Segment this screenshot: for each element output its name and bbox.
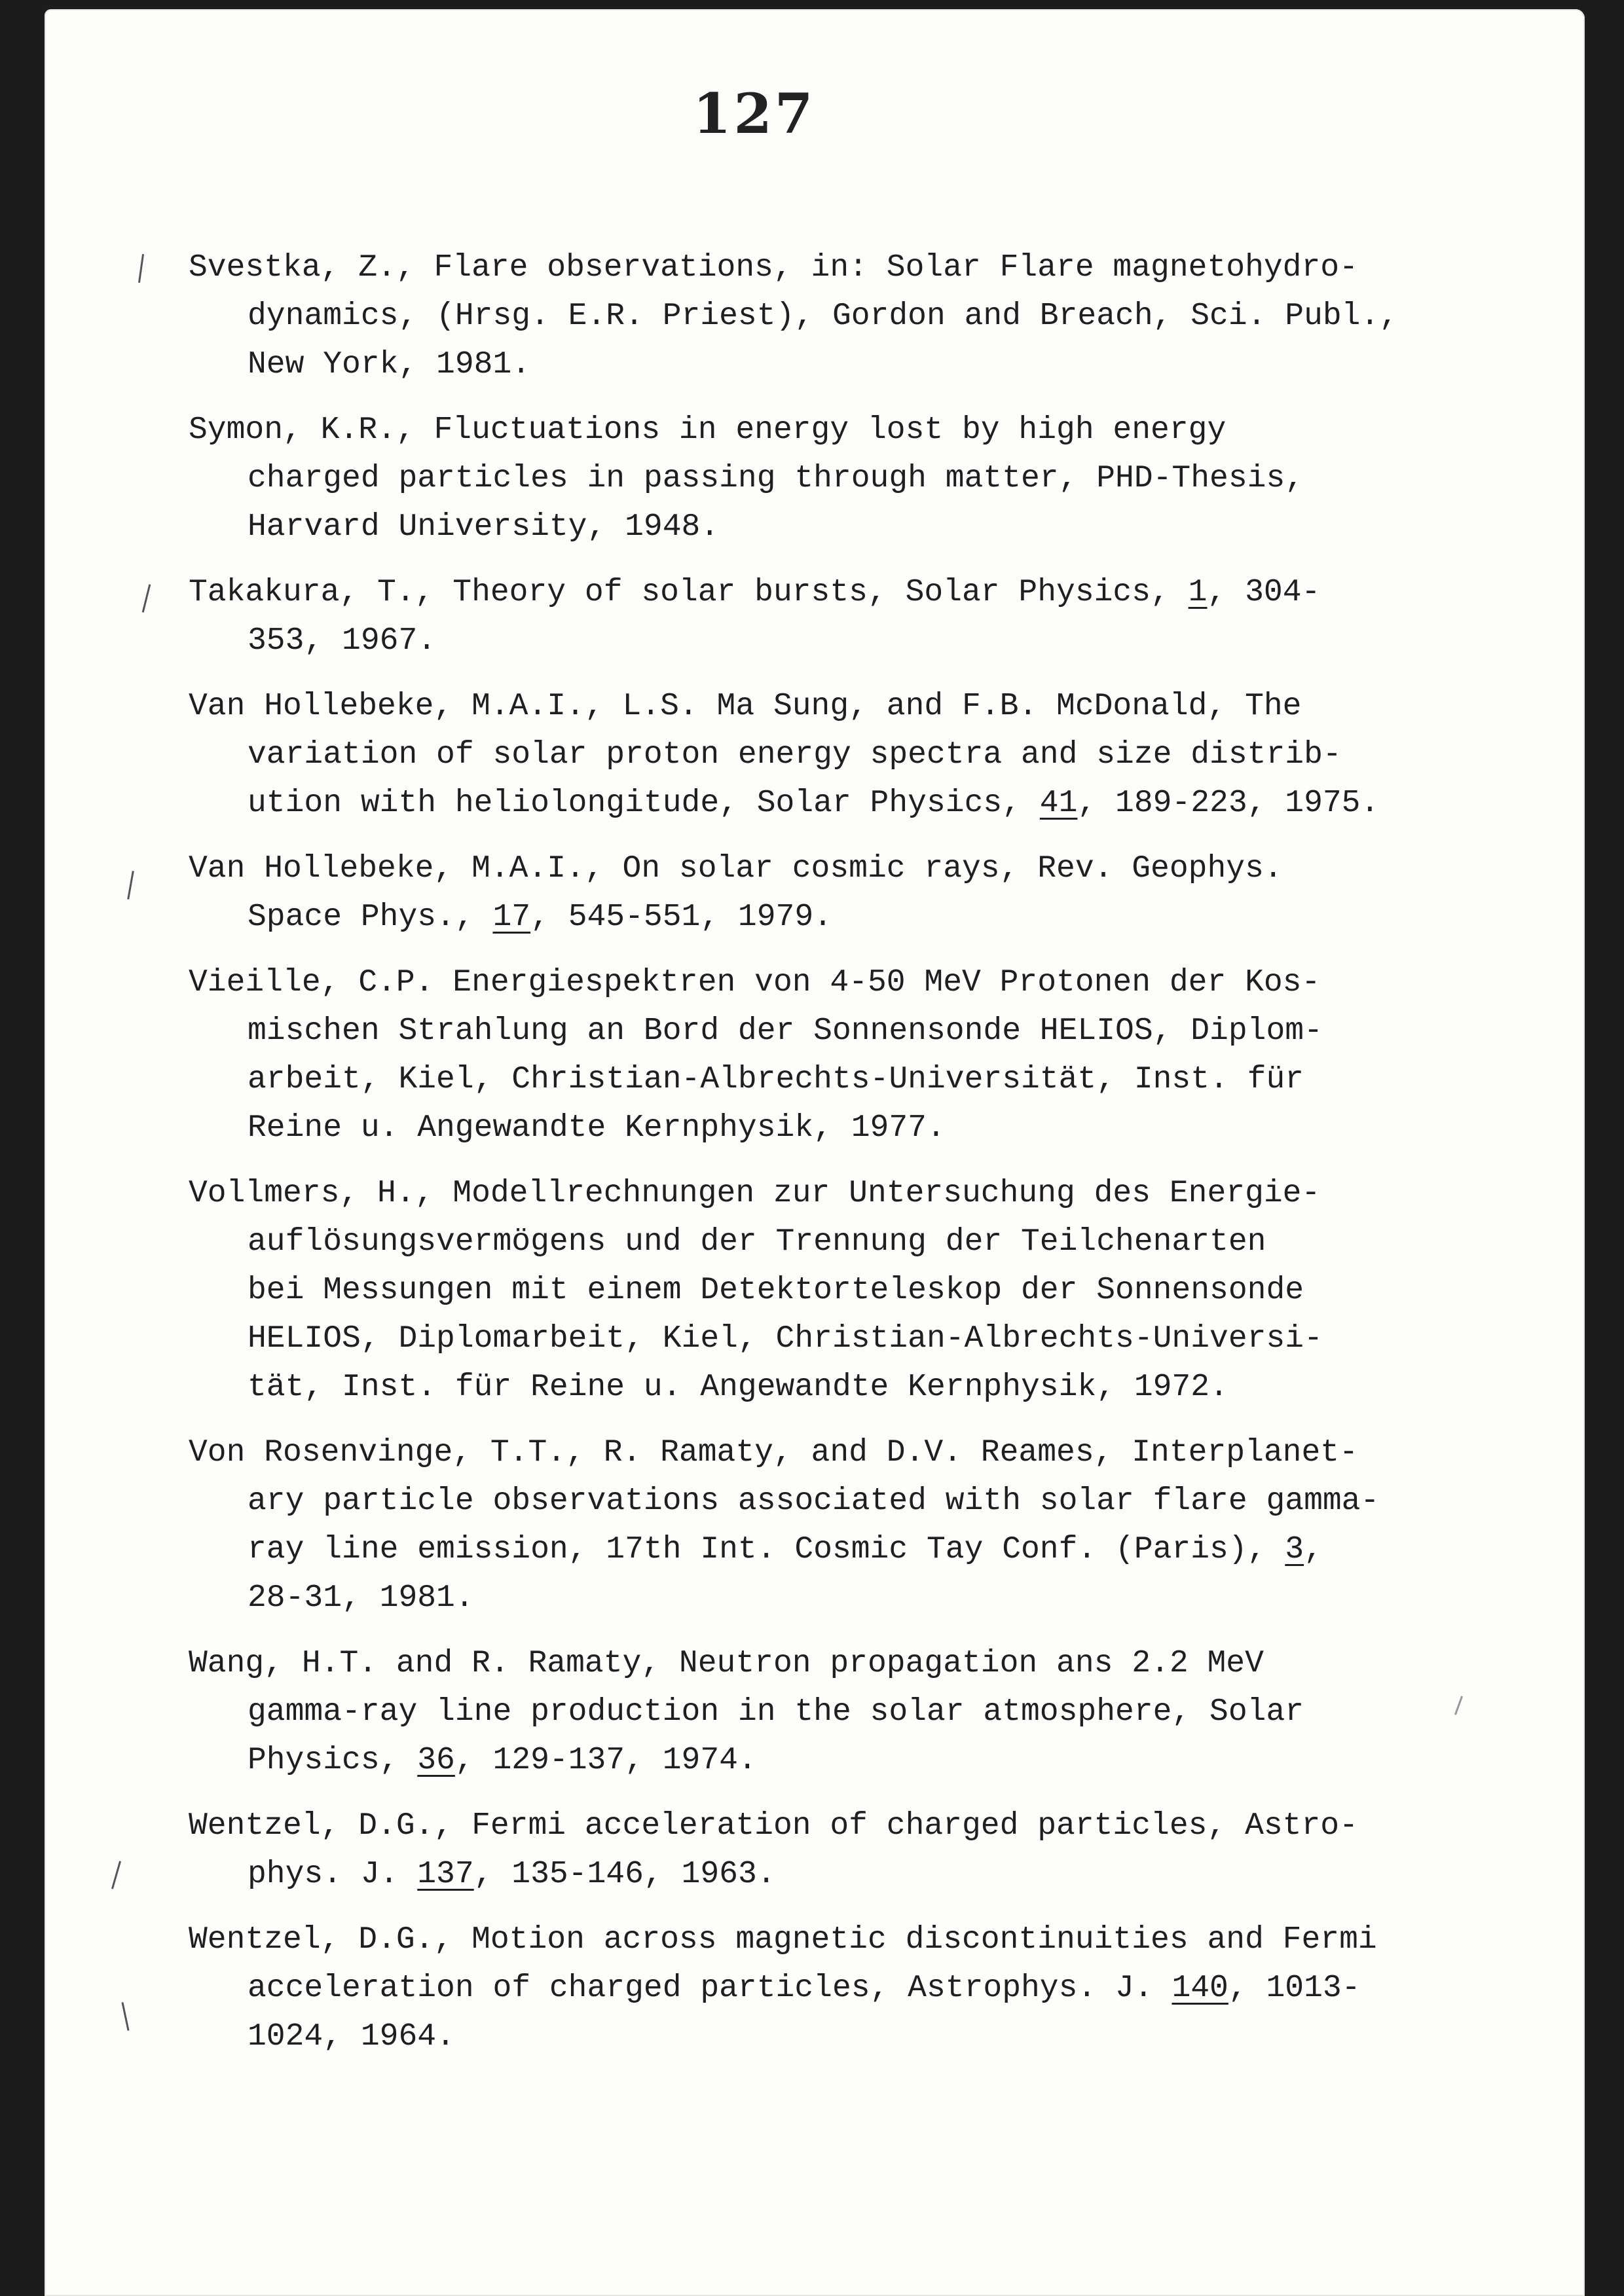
reference-line: Harvard University, 1948.	[248, 509, 720, 545]
reference-line: ary particle observations associated with solar flare gamma-	[248, 1484, 1380, 1519]
reference-entry	[189, 1802, 1538, 1899]
reference-line: Physics,	[248, 1743, 418, 1778]
reference-line: arbeit, Kiel, Christian-Albrechts-Universität, Inst. für	[248, 1062, 1304, 1097]
reference-entry	[189, 1639, 1538, 1785]
reference-line: variation of solar proton energy spectra and size distrib-	[248, 737, 1342, 773]
reference-line: 353, 1967.	[248, 623, 437, 659]
reference-line: HELIOS, Diplomarbeit, Kiel, Christian-Albrechts-Universi-	[248, 1321, 1323, 1357]
volume-number: 140	[1172, 1971, 1228, 2006]
volume-number: 41	[1039, 786, 1078, 821]
reference-line: Vollmers, H., Modellrechnungen zur Untersuchung des Energie-	[189, 1176, 1321, 1211]
reference-line: gamma-ray line production in the solar atmosphere, Solar	[248, 1694, 1304, 1730]
reference-entry	[189, 1429, 1538, 1622]
reference-entry	[189, 682, 1538, 828]
reference-entry	[189, 568, 1538, 665]
reference-line: charged particles in passing through matter, PHD-Thesis,	[248, 461, 1304, 496]
reference-line: ray line emission, 17th Int. Cosmic Tay Conf. (Paris),	[248, 1532, 1285, 1567]
reference-line: Takakura, T., Theory of solar bursts, Solar Physics,	[189, 575, 1189, 610]
reference-line: Symon, K.R., Fluctuations in energy lost by high energy	[189, 412, 1227, 448]
reference-line: acceleration of charged particles, Astrophys. J.	[248, 1971, 1172, 2006]
reference-line: Space Phys.,	[248, 900, 493, 935]
page-number: 127	[693, 81, 816, 146]
reference-line: Van Hollebeke, M.A.I., L.S. Ma Sung, and F.B. McDonald, The	[189, 689, 1302, 724]
reference-line: mischen Strahlung an Bord der Sonnensonde HELIOS, Diplom-	[248, 1013, 1323, 1049]
reference-line: phys. J.	[248, 1857, 418, 1892]
reference-line: , 189-223, 1975.	[1077, 786, 1380, 821]
volume-number: 3	[1285, 1532, 1304, 1567]
volume-number: 17	[492, 900, 531, 935]
reference-line: tät, Inst. für Reine u. Angewandte Kernphysik, 1972.	[248, 1370, 1228, 1405]
reference-line: Wentzel, D.G., Motion across magnetic discontinuities and Fermi	[189, 1922, 1377, 1958]
reference-line: bei Messungen mit einem Detektorteleskop der Sonnensonde	[248, 1273, 1304, 1308]
volume-number: 1	[1188, 575, 1208, 610]
reference-line: , 304-	[1207, 575, 1321, 610]
reference-line: ,	[1304, 1532, 1323, 1567]
reference-line: Svestka, Z., Flare observations, in: Solar Flare magnetohydro-	[189, 250, 1358, 285]
reference-line: Reine u. Angewandte Kernphysik, 1977.	[248, 1110, 946, 1146]
document-page	[45, 9, 1585, 2296]
reference-line: Wentzel, D.G., Fermi acceleration of charged particles, Astro-	[189, 1808, 1358, 1844]
volume-number: 36	[417, 1743, 455, 1778]
reference-line: auflösungsvermögens und der Trennung der Teilchenarten	[248, 1224, 1266, 1260]
reference-line: Wang, H.T. and R. Ramaty, Neutron propagation ans 2.2 MeV	[189, 1646, 1264, 1681]
reference-line: Van Hollebeke, M.A.I., On solar cosmic rays, Rev. Geophys.	[189, 851, 1283, 886]
reference-line: , 129-137, 1974.	[454, 1743, 757, 1778]
reference-list	[189, 244, 1538, 2078]
reference-entry	[189, 958, 1538, 1152]
reference-line: New York, 1981.	[248, 347, 531, 382]
reference-line: , 545-551, 1979.	[530, 900, 832, 935]
reference-entry	[189, 845, 1538, 941]
reference-line: Von Rosenvinge, T.T., R. Ramaty, and D.V. Reames, Interplanet-	[189, 1435, 1358, 1470]
reference-entry	[189, 406, 1538, 551]
reference-line: ution with heliolongitude, Solar Physics,	[248, 786, 1040, 821]
reference-line: 1024, 1964.	[248, 2019, 455, 2054]
reference-line: dynamics, (Hrsg. E.R. Priest), Gordon and Breach, Sci. Publ.,	[248, 299, 1399, 334]
reference-line: Vieille, C.P. Energiespektren von 4-50 MeV Protonen der Kos-	[189, 965, 1321, 1000]
reference-line: , 135-146, 1963.	[473, 1857, 776, 1892]
reference-entry	[189, 244, 1538, 389]
reference-entry	[189, 1169, 1538, 1412]
reference-entry	[189, 1916, 1538, 2061]
reference-line: 28-31, 1981.	[248, 1580, 474, 1616]
reference-line: , 1013-	[1228, 1971, 1361, 2006]
volume-number: 137	[417, 1857, 474, 1892]
